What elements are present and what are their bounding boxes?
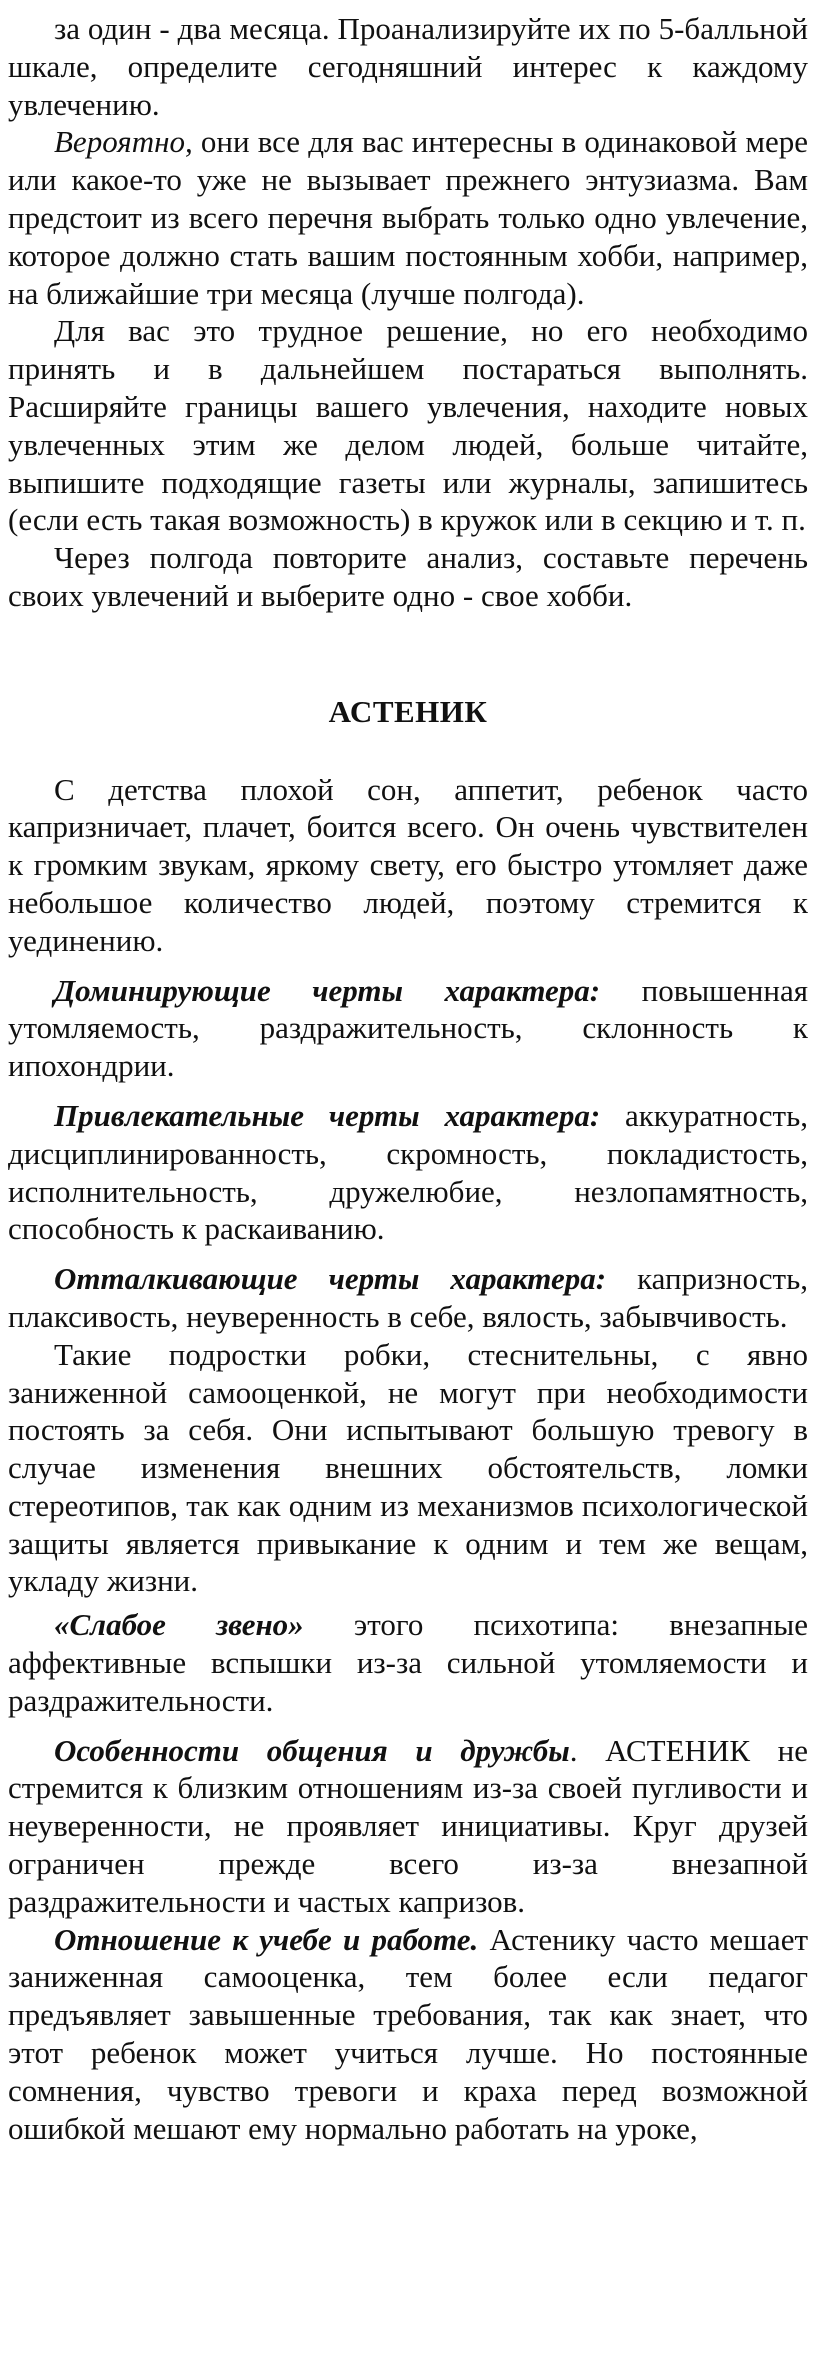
repulsive-traits-text: капризность, плаксивость, неуверенность в себе, вялость, забывчивость. [8, 1261, 808, 1334]
term-repulsive: Отталкивающие черты характера: [54, 1261, 607, 1297]
paragraph-decision: Для вас это трудное решение, но его необходимо принять и в дальнейшем постараться выполнять. Расширяйте границы вашего увлечения, находите новых увлеченных этим же делом людей, больше читайте, выпишите подходящие газеты или журналы, запишитесь (если есть такая возможность) в кружок или в секцию и т. п. [8, 313, 808, 538]
spacer [8, 1248, 808, 1260]
lead-word: Вероятно, [54, 124, 193, 160]
paragraph-repulsive-traits [8, 1260, 808, 1336]
communication-text: . АСТЕНИК не стремится к близким отношениям из-за своей пугливости и неуверенности, не проявляет инициативы. Круг друзей ограничен прежде всего из-за внезапной раздражительности и частых капризов. [8, 1732, 808, 1919]
study-work-text: Астенику часто мешает заниженная самооценка, тем более если педагог предъявляет завышенные требования, так как знает, что этот ребенок может учиться лучше. Но постоянные сомнения, чувство тревоги и краха перед возможной ошибкой мешают ему нормально работать на уроке, [8, 1921, 808, 2146]
paragraph-intro [8, 10, 808, 123]
spacer [8, 1085, 808, 1097]
paragraph-dominant-traits [8, 972, 808, 1085]
spacer [8, 960, 808, 972]
spacer [8, 1720, 808, 1732]
paragraph-childhood: С детства плохой сон, аппетит, ребенок часто капризничает, плачет, боится всего. Он очень чувствителен к громким звукам, яркому свету, его быстро утомляет даже небольшое количество людей, поэтому стремится к уединению. [8, 771, 808, 958]
paragraph-repeat: Через полгода повторите анализ, составьте перечень своих увлечений и выберите одно - свое хобби. [8, 540, 808, 613]
section-heading: АСТЕНИК [328, 693, 488, 729]
attractive-traits-text: аккуратность, дисциплинированность, скромность, покладистость, исполнительность, дружелюбие, незлопамятность, способность к раскаиванию. [8, 1097, 808, 1247]
paragraph-attractive-traits [8, 1097, 808, 1248]
paragraph-probably-text: они все для вас интересны в одинаковой мере или какое-то уже не вызывает прежнего энтузиазма. Вам предстоит из всего перечня выбрать только одно увлечение, которое должно стать вашим постоянным хобби, например, на ближайшие три месяца (лучше полгода). [8, 124, 808, 311]
spacer [8, 731, 808, 771]
spacer [8, 615, 808, 693]
term-dominant: Доминирующие черты характера: [54, 972, 601, 1008]
paragraph-weak-link [8, 1606, 808, 1719]
term-weak-link: «Слабое звено» [54, 1607, 304, 1643]
term-study-work: Отношение к учебе и работе. [54, 1921, 479, 1957]
paragraph-communication [8, 1732, 808, 1921]
weak-link-text: этого психотипа: внезапные аффективные вспышки из-за сильной утомляемости и раздражительности. [8, 1607, 808, 1718]
dominant-traits-text: повышенная утомляемость, раздражительность, склонность к ипохондрии. [8, 972, 808, 1084]
paragraph-teenagers: Такие подростки робки, стеснительны, с явно заниженной самооценкой, не могут при необходимости постоять за себя. Они испытывают большую тревогу в случае изменения внешних обстоятельств, ломки стереотипов, так как одним из механизмов психологической защиты является привыкание к одним и тем же вещам, укладу жизни. [8, 1336, 808, 1599]
term-attractive: Привлекательные черты характера: [54, 1097, 601, 1133]
paragraph-study-work [8, 1921, 808, 2148]
paragraph-probably [8, 123, 808, 312]
paragraph-intro-text: за один - два месяца. Проанализируйте их по 5-балльной шкале, определите сегодняшний интерес к каждому увлечению. [8, 11, 808, 122]
term-communication: Особенности общения и дружбы [54, 1732, 570, 1768]
